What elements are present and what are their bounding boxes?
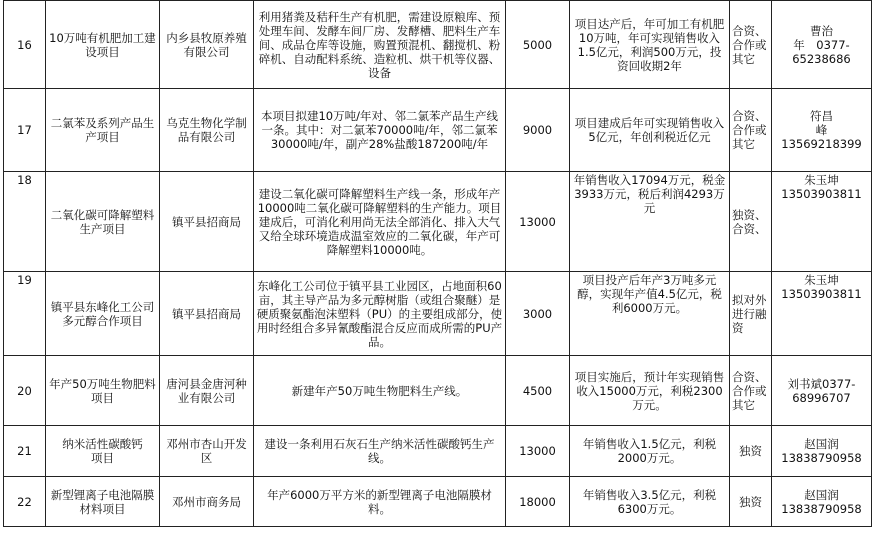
- row-number: 19: [4, 272, 46, 356]
- project-content: 建设一条利用石灰石生产纳米活性碳酸钙生产线。: [254, 426, 506, 477]
- contact-phone: 13838790958: [781, 451, 862, 465]
- row-number: 20: [4, 356, 46, 426]
- contact: [772, 172, 872, 272]
- project-name: 10万吨有机肥加工建设项目: [46, 1, 160, 89]
- investment: 3000: [506, 272, 570, 356]
- row-number: 18: [4, 172, 46, 272]
- project-name: 新型锂离子电池隔膜材料项目: [46, 477, 160, 527]
- contact-name: 曹治: [810, 23, 833, 38]
- unit-name: 镇平县招商局: [160, 172, 254, 272]
- benefit: 项目投产后年产3万吨多元醇，实现年产值4.5亿元，税利6000万元。: [570, 272, 730, 356]
- cooperation-mode: 独资、合资、: [730, 172, 772, 272]
- project-content: 利用猪粪及秸秆生产有机肥，需建设原粮库、预处理车间、发酵车间厂房、发酵槽、肥料生产车间、成品仓库等设施，购置预混机、翻搅机、粉碎机、自动配料系统、造粒机、烘干机等仪器、设备: [254, 1, 506, 89]
- row-number: 22: [4, 477, 46, 527]
- contact-name: 刘书斌0377-: [787, 376, 856, 391]
- project-name: 二氧化碳可降解塑料生产项目: [46, 172, 160, 272]
- contact: [772, 1, 872, 89]
- project-content: 年产6000万平方米的新型锂离子电池隔膜材料。: [254, 477, 506, 527]
- table-row: [4, 1, 872, 89]
- contact-name: 赵国润: [804, 487, 839, 502]
- table-row: [4, 172, 872, 272]
- contact-name: 符昌: [810, 109, 833, 123]
- contact-phone: 峰 13569218399: [781, 123, 862, 151]
- benefit: 年销售收入1.5亿元，利税2000万元。: [570, 426, 730, 477]
- contact-name: 赵国润: [804, 437, 839, 451]
- contact: [772, 477, 872, 527]
- table-row: [4, 356, 872, 426]
- unit-name: 内乡县牧原养殖有限公司: [160, 1, 254, 89]
- benefit: 项目达产后，年可加工有机肥10万吨，年可实现销售收入1.5亿元，利润500万元，投资回收期2年: [570, 1, 730, 89]
- projects-table: [3, 0, 872, 527]
- contact-phone: 年 0377-65238686: [792, 37, 851, 66]
- contact: [772, 272, 872, 356]
- benefit: 项目实施后，预计年实现销售收入15000万元，利税2300万元。: [570, 356, 730, 426]
- investment: 13000: [506, 426, 570, 477]
- unit-name: 乌克生物化学制品有限公司: [160, 89, 254, 172]
- cooperation-mode: 独资: [730, 426, 772, 477]
- contact-phone: 68996707: [792, 390, 851, 405]
- cooperation-mode: 合资、合作或其它: [730, 1, 772, 89]
- project-content: 新建年产50万吨生物肥料生产线。: [254, 356, 506, 426]
- project-name: 纳米活性碳酸钙 项目: [46, 426, 160, 477]
- project-name: 年产50万吨生物肥料项目: [46, 356, 160, 426]
- cooperation-mode: 合资、合作或其它: [730, 356, 772, 426]
- unit-name: 邓州市商务局: [160, 477, 254, 527]
- contact-phone: 13838790958: [781, 501, 862, 516]
- benefit: 项目建成后年可实现销售收入5亿元，年创利税近亿元: [570, 89, 730, 172]
- contact: [772, 356, 872, 426]
- table-row: [4, 89, 872, 172]
- table-row: [4, 477, 872, 527]
- unit-name: 唐河县金唐河种业有限公司: [160, 356, 254, 426]
- investment: 13000: [506, 172, 570, 272]
- cooperation-mode: 拟对外进行融资: [730, 272, 772, 356]
- unit-name: 镇平县招商局: [160, 272, 254, 356]
- project-content: 东峰化工公司位于镇平县工业园区，占地面积60亩，其主导产品为多元醇树脂（或组合聚醚）是硬质聚氨酯泡沫塑料（PU）的主要组成部分，使用时经组合多异氰酸酯混合反应而成所需的PU产品。: [254, 272, 506, 356]
- project-name: 二氯苯及系列产品生产项目: [46, 89, 160, 172]
- project-content: 建设二氧化碳可降解塑料生产线一条，形成年产10000吨二氧化碳可降解塑料的生产能力。项目建成后，可消化利用尚无法全部消化、排入大气又给全球环境造成温室效应的二氧化碳，年产可降解塑料10000吨。: [254, 172, 506, 272]
- contact-name: 朱玉坤: [804, 173, 839, 187]
- contact: [772, 426, 872, 477]
- investment: 18000: [506, 477, 570, 527]
- contact-phone: 13503903811: [781, 187, 862, 201]
- benefit: 年销售收入3.5亿元，利税6300万元。: [570, 477, 730, 527]
- contact-name: 朱玉坤: [804, 273, 839, 287]
- project-name: 镇平县东峰化工公司多元醇合作项目: [46, 272, 160, 356]
- row-number: 21: [4, 426, 46, 477]
- row-number: 17: [4, 89, 46, 172]
- project-content: 本项目拟建10万吨/年对、邻二氯苯产品生产线一条。其中：对二氯苯70000吨/年，邻二氯苯30000吨/年，副产28%盐酸187200吨/年: [254, 89, 506, 172]
- contact-phone: 13503903811: [781, 287, 862, 301]
- investment: 4500: [506, 356, 570, 426]
- cooperation-mode: 独资: [730, 477, 772, 527]
- unit-name: 邓州市杏山开发区: [160, 426, 254, 477]
- benefit: 年销售收入17094万元，税金3933万元，税后利润4293万元: [570, 172, 730, 272]
- table-row: [4, 272, 872, 356]
- row-number: 16: [4, 1, 46, 89]
- contact: [772, 89, 872, 172]
- investment: 9000: [506, 89, 570, 172]
- investment: 5000: [506, 1, 570, 89]
- cooperation-mode: 合资、合作或其它: [730, 89, 772, 172]
- table-row: [4, 426, 872, 477]
